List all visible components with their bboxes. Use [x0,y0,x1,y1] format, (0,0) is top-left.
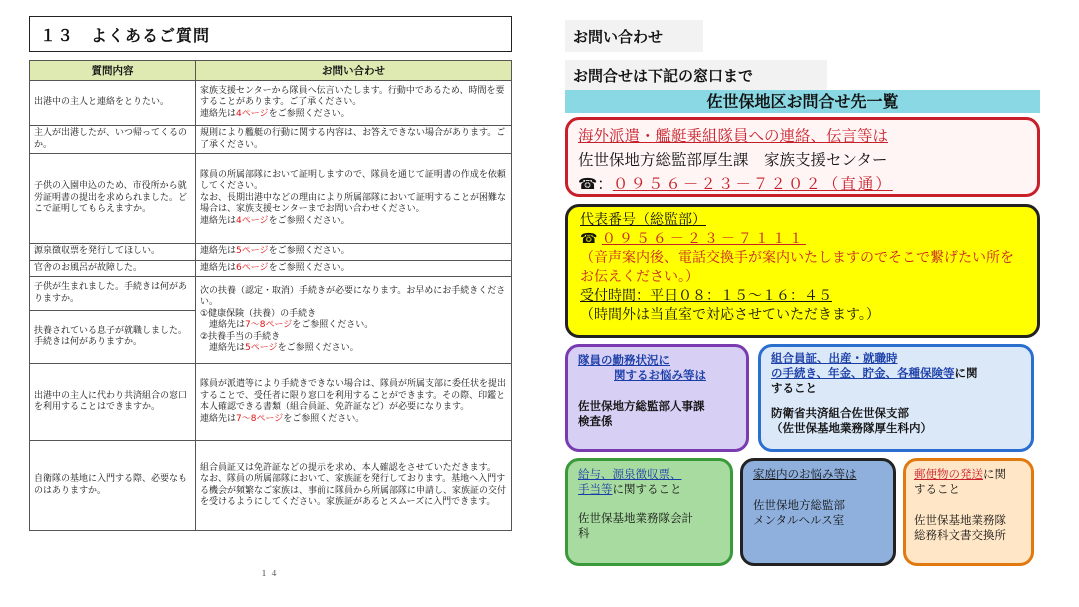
mutual-aid-topic-line2: の手続き、年金、貯金、各種保険等 [771,366,955,380]
faq-row [30,277,512,311]
personnel-org-line2: 検査係 [578,414,613,428]
phone-icon: ☎： [578,175,613,193]
answer-text: 次の扶養（認定・取消）手続きが必要になります。お早めにお手続きください。 ①健康保険（扶養）の手続き 連絡先は [200,285,506,330]
personnel-topic-line2: 関するお悩み等は [614,368,706,382]
answer-text: 連絡先は [200,246,237,256]
faq-answer [196,260,512,277]
main-number-hours: 受付時間：平日０８：１５～１６：４５ [580,288,832,304]
mail-box [903,458,1034,566]
contact-list-banner: 佐世保地区お問合せ先一覧 [565,90,1040,113]
column-header-contact: お問い合わせ [196,61,512,81]
salary-topic-line2-tail: に関すること [612,482,682,496]
faq-row [30,126,512,154]
answer-text: をご参照ください。 [283,413,365,424]
contact-heading: お問い合わせ [565,20,703,52]
answer-text: 隊員が派遣等により手続きできない場合は、隊員が所属支部に委任状を提出することで、受任者に限り窓口を利用することができます。その際、印鑑と本人確認できる書類（組合員証、免許証など）が必要になります。 連絡先は [200,379,507,424]
mutual-aid-box [758,344,1034,452]
mutual-aid-org-line2: （佐世保基地業務隊厚生科内） [771,421,932,435]
mail-topic-line1: 郵便物の発送 [914,467,983,481]
faq-answer [196,244,512,261]
faq-table [29,60,512,531]
mutual-aid-topic-line2-tail: に関 [954,366,978,380]
mutual-aid-topic-line1: 組合員証、出産・就職時 [771,351,898,365]
faq-question: 主人が出港したが、いつ帰ってくるのか。 [30,126,196,154]
answer-text: をご参照ください。 [277,343,359,353]
faq-answer [196,126,512,154]
answer-text: をご参照ください。 [268,246,350,256]
family-support-phone-link[interactable]: ０９５６－２３－７２０２（直通） [612,175,893,193]
answer-text: をご参照ください。 [268,108,350,119]
page-reference: 6ページ [236,262,269,273]
mental-health-org-line1: 佐世保地方総監部 [753,498,845,512]
faq-question: 源泉徴収票を発行してほしい。 [30,244,196,261]
faq-question: 官舎のお風呂が故障した。 [30,260,196,277]
answer-text: 連絡先は [200,262,237,273]
faq-question: 出港中の主人に代わり共済組合の窓口を利用することはできますか。 [30,364,196,441]
faq-answer [196,277,512,364]
faq-row [30,154,512,244]
mutual-aid-topic-line3: すること [771,381,817,395]
faq-row [30,364,512,441]
salary-topic-line1: 給与、源泉徴収票、 [578,467,682,481]
answer-text: をご参照ください。 ②扶養手当の手続き 連絡先は [200,320,374,353]
page-reference: 7～8ページ [245,320,293,330]
faq-answer [196,364,512,441]
answer-text: 隊員の所属部隊において証明しますので、隊員を通じて証明書の作成を依頼してください。 なお、長期出港中などの理由により所属部隊において証明することが困難な場合は、家族支援センターまでお問い合わせください。 連絡先は [200,169,507,226]
faq-row [30,244,512,261]
page-reference: 5ページ [245,343,278,353]
faq-row [30,81,512,126]
personnel-org-line1: 佐世保地方総監部人事課 [578,399,705,413]
main-number-after-hours: （時間外は当直室で対応させていただきます。） [580,307,880,323]
faq-answer [196,81,512,126]
main-number-box [565,204,1040,338]
faq-question: 扶養されている息子が就職しました。手続きは何がありますか。 [30,311,196,364]
mail-org-line2: 総務科文書交換所 [914,528,1006,542]
faq-question: 自衛隊の基地に入門する際、必要なものはありますか。 [30,441,196,531]
personnel-topic-line1: 隊員の勤務状況に [578,353,670,367]
family-support-org: 佐世保地方総監部厚生課 家族支援センター [578,151,888,169]
page-number: １４ [260,569,280,578]
faq-question: 子供が生まれました。手続きは何がありますか。 [30,277,196,311]
mental-health-box [740,458,896,566]
answer-text: をご参照ください。 [268,215,350,226]
faq-question: 子供の入園申込のため、市役所から就労証明書の提出を求められました。どこで証明してもらえますか。 [30,154,196,244]
mutual-aid-org-line1: 防衛省共済組合佐世保支部 [771,406,909,420]
salary-org-line1: 佐世保基地業務隊会計 [578,511,693,525]
mental-health-topic: 家庭内のお悩み等は [753,467,857,481]
page-reference: 5ページ [236,246,269,256]
family-support-box [565,117,1040,197]
salary-topic-line2: 手当等 [578,482,613,496]
column-header-question: 質問内容 [30,61,196,81]
page-reference: 7～8ページ [236,413,284,424]
phone-icon: ☎ [580,231,602,247]
mental-health-org-line2: メンタルヘルス室 [753,513,845,527]
salary-org-line2: 科 [578,526,590,540]
contact-subheading: お問合せは下記の窓口まで [565,60,827,90]
answer-text: をご参照ください。 [268,262,350,273]
answer-text: 家族支援センターから隊員へ伝言いたします。行動中であるため、時間を要することがあります。ご了承ください。 連絡先は [200,85,505,119]
faq-answer [196,154,512,244]
salary-box [565,458,733,566]
page-reference: 4ページ [236,108,269,119]
main-number-title: 代表番号（総監部） [580,212,706,228]
page-title: １３ よくあるご質問 [29,16,512,52]
mail-org-line1: 佐世保基地業務隊 [914,513,1006,527]
faq-answer [196,441,512,531]
answer-text: 規則により艦艇の行動に関する内容は、お答えできない場合があります。ご了承ください。 [200,128,506,150]
faq-body [30,81,512,531]
mail-topic-line2: すること [914,482,960,496]
faq-row [30,441,512,531]
family-support-title: 海外派遣・艦艇乗組隊員への連絡、伝言等は [578,127,889,145]
answer-text: 組合員証又は免許証などの提示を求め、本人確認をさせていただきます。 なお、隊員の所属部隊において、家族証を発行しております。基地へ入門する機会が頻繁なご家族は、事前に隊員から所属部隊に申請し、家族証の交付を受けるようにしてください。家族証があるとスムーズに入門できます。 [200,462,507,507]
page-reference: 4ページ [236,215,269,226]
main-number-phone-link[interactable]: ０９５６－２３－７１１１ [601,231,806,247]
main-number-note: （音声案内後、電話交換手が案内いたしますのでそこで繋げたい所をお伝えください。） [580,250,1014,285]
faq-header-row [30,61,512,81]
mail-topic-line1-tail: に関 [983,467,1006,481]
faq-question: 出港中の主人と連絡をとりたい。 [30,81,196,126]
personnel-box [565,344,749,452]
faq-row [30,260,512,277]
